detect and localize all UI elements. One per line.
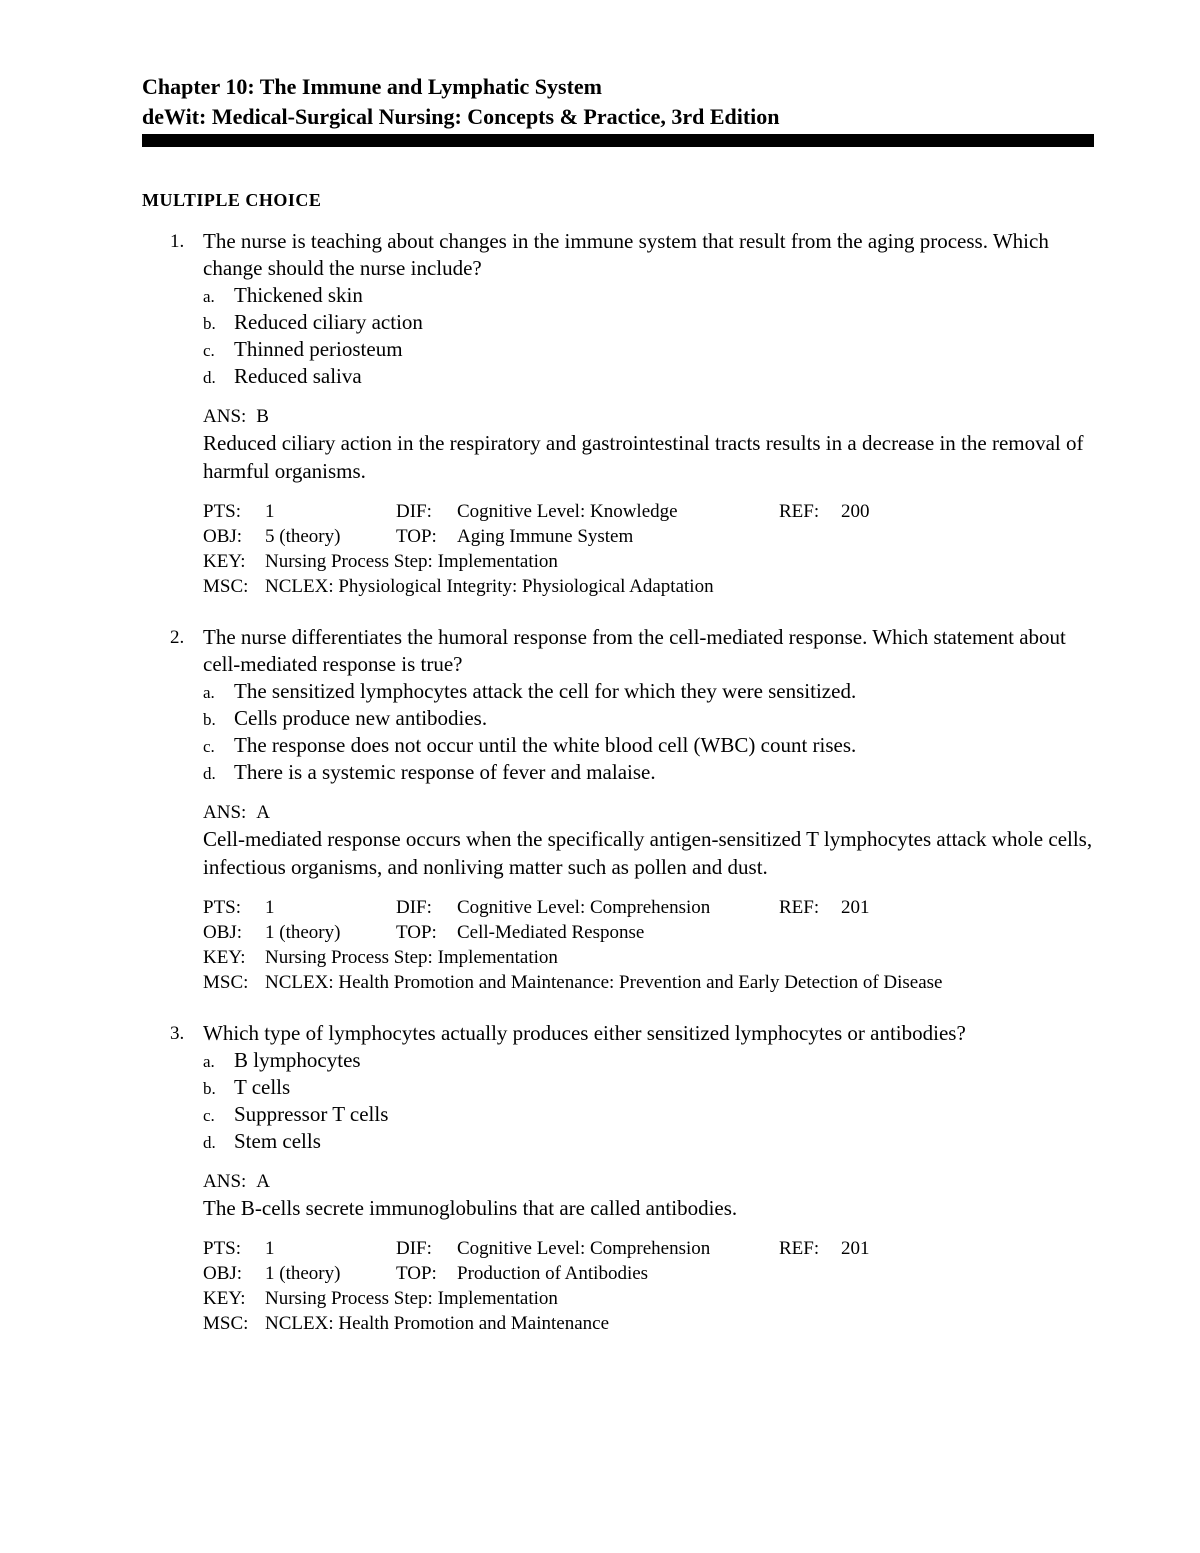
question-2 xyxy=(142,624,1094,995)
question-metadata xyxy=(203,499,1094,599)
answer-value: B xyxy=(256,406,269,427)
answer-line xyxy=(203,405,1094,429)
answer-line xyxy=(203,1170,1094,1194)
option-c xyxy=(203,732,1094,759)
ref-value: 201 xyxy=(841,1238,870,1259)
pts-label: PTS: xyxy=(203,1238,242,1259)
rationale: Cell-mediated response occurs when the specifically antigen-sensitized T lymphocytes attack whole cells, infectious organisms, and nonliving matter such as pollen and dust. xyxy=(203,827,1093,879)
option-text: Reduced ciliary action xyxy=(234,310,423,334)
key-label: KEY: xyxy=(203,1288,246,1309)
meta-row-key xyxy=(203,945,1094,970)
rationale: Reduced ciliary action in the respiratory and gastrointestinal tracts results in a decrease in the removal of harmful organisms. xyxy=(203,431,1084,483)
dif-label: DIF: xyxy=(396,1238,432,1259)
key-label: KEY: xyxy=(203,551,246,572)
pts-label: PTS: xyxy=(203,897,242,918)
dif-value: Cognitive Level: Comprehension xyxy=(457,1238,711,1259)
dif-label: DIF: xyxy=(396,897,432,918)
option-text: Stem cells xyxy=(234,1129,321,1153)
meta-row-pts xyxy=(203,895,1094,920)
answer-line xyxy=(203,801,1094,825)
obj-value: 1 (theory) xyxy=(265,922,341,943)
option-b xyxy=(203,705,1094,732)
option-text: Cells produce new antibodies. xyxy=(234,706,488,730)
option-letter: b. xyxy=(203,710,216,729)
option-letter: c. xyxy=(203,341,215,360)
ref-label: REF: xyxy=(779,501,820,522)
meta-row-pts xyxy=(203,499,1094,524)
key-value: Nursing Process Step: Implementation xyxy=(265,947,558,968)
option-letter: d. xyxy=(203,764,216,783)
option-text: T cells xyxy=(234,1075,291,1099)
key-value: Nursing Process Step: Implementation xyxy=(265,1288,558,1309)
top-label: TOP: xyxy=(396,922,437,943)
question-metadata xyxy=(203,1236,1094,1336)
question-number: 3. xyxy=(170,1023,185,1044)
msc-label: MSC: xyxy=(203,1313,249,1334)
key-label: KEY: xyxy=(203,947,246,968)
option-letter: c. xyxy=(203,737,215,756)
header-rule xyxy=(142,134,1094,147)
option-letter: a. xyxy=(203,287,215,306)
key-value: Nursing Process Step: Implementation xyxy=(265,551,558,572)
question-number: 1. xyxy=(170,231,185,252)
meta-row-obj xyxy=(203,524,1094,549)
option-text: Reduced saliva xyxy=(234,364,362,388)
option-a xyxy=(203,1047,1094,1074)
answer-value: A xyxy=(256,802,271,823)
option-letter: b. xyxy=(203,1079,216,1098)
dif-value: Cognitive Level: Comprehension xyxy=(457,897,711,918)
top-label: TOP: xyxy=(396,526,437,547)
top-value: Aging Immune System xyxy=(457,526,634,547)
answer-label: ANS: xyxy=(203,1171,247,1192)
option-letter: a. xyxy=(203,1052,215,1071)
msc-label: MSC: xyxy=(203,576,249,597)
meta-row-key xyxy=(203,549,1094,574)
msc-value: NCLEX: Physiological Integrity: Physiological Adaptation xyxy=(265,576,714,597)
obj-label: OBJ: xyxy=(203,1263,243,1284)
rationale: The B-cells secrete immunoglobulins that are called antibodies. xyxy=(203,1196,738,1220)
meta-row-msc xyxy=(203,970,1094,995)
ref-value: 200 xyxy=(841,501,870,522)
option-text: B lymphocytes xyxy=(234,1048,361,1072)
pts-value: 1 xyxy=(265,1238,275,1259)
document-page xyxy=(142,72,1094,1336)
dif-label: DIF: xyxy=(396,501,432,522)
msc-value: NCLEX: Health Promotion and Maintenance: Prevention and Early Detection of Disease xyxy=(265,972,943,993)
option-letter: a. xyxy=(203,683,215,702)
meta-row-pts xyxy=(203,1236,1094,1261)
answer-value: A xyxy=(256,1171,271,1192)
option-text: Thinned periosteum xyxy=(234,337,403,361)
pts-label: PTS: xyxy=(203,501,242,522)
option-d xyxy=(203,1128,1094,1155)
msc-label: MSC: xyxy=(203,972,249,993)
question-metadata xyxy=(203,895,1094,995)
meta-row-obj xyxy=(203,1261,1094,1286)
meta-row-key xyxy=(203,1286,1094,1311)
option-letter: d. xyxy=(203,368,216,387)
dif-value: Cognitive Level: Knowledge xyxy=(457,501,678,522)
meta-row-obj xyxy=(203,920,1094,945)
answer-options xyxy=(203,1047,1094,1155)
option-d xyxy=(203,363,1094,390)
question-3 xyxy=(142,1020,1094,1336)
ref-label: REF: xyxy=(779,1238,820,1259)
answer-options xyxy=(203,282,1094,390)
option-b xyxy=(203,309,1094,336)
chapter-title: Chapter 10: The Immune and Lymphatic System xyxy=(142,74,603,99)
option-text: There is a systemic response of fever and malaise. xyxy=(234,760,656,784)
option-c xyxy=(203,336,1094,363)
answer-options xyxy=(203,678,1094,786)
answer-label: ANS: xyxy=(203,802,247,823)
ref-value: 201 xyxy=(841,897,870,918)
section-heading: MULTIPLE CHOICE xyxy=(142,190,322,210)
option-b xyxy=(203,1074,1094,1101)
pts-value: 1 xyxy=(265,897,275,918)
option-text: Thickened skin xyxy=(234,283,363,307)
option-c xyxy=(203,1101,1094,1128)
option-text: Suppressor T cells xyxy=(234,1102,389,1126)
option-letter: c. xyxy=(203,1106,215,1125)
book-title: deWit: Medical-Surgical Nursing: Concepts & Practice, 3rd Edition xyxy=(142,104,780,129)
top-value: Cell-Mediated Response xyxy=(457,922,645,943)
question-stem: The nurse is teaching about changes in the immune system that result from the aging process. Which change should the nurse include? xyxy=(203,229,1049,280)
obj-label: OBJ: xyxy=(203,526,243,547)
question-stem: Which type of lymphocytes actually produces either sensitized lymphocytes or antibodies? xyxy=(203,1021,966,1045)
ref-label: REF: xyxy=(779,897,820,918)
question-stem: The nurse differentiates the humoral response from the cell-mediated response. Which statement about cell-mediated response is true? xyxy=(203,625,1066,676)
question-number: 2. xyxy=(170,627,185,648)
question-1 xyxy=(142,228,1094,599)
option-a xyxy=(203,678,1094,705)
meta-row-msc xyxy=(203,1311,1094,1336)
msc-value: NCLEX: Health Promotion and Maintenance xyxy=(265,1313,610,1334)
option-letter: d. xyxy=(203,1133,216,1152)
option-letter: b. xyxy=(203,314,216,333)
top-label: TOP: xyxy=(396,1263,437,1284)
obj-value: 1 (theory) xyxy=(265,1263,341,1284)
option-d xyxy=(203,759,1094,786)
option-text: The response does not occur until the white blood cell (WBC) count rises. xyxy=(234,733,857,757)
option-text: The sensitized lymphocytes attack the cell for which they were sensitized. xyxy=(234,679,857,703)
obj-value: 5 (theory) xyxy=(265,526,341,547)
pts-value: 1 xyxy=(265,501,275,522)
obj-label: OBJ: xyxy=(203,922,243,943)
top-value: Production of Antibodies xyxy=(457,1263,649,1284)
option-a xyxy=(203,282,1094,309)
answer-label: ANS: xyxy=(203,406,247,427)
meta-row-msc xyxy=(203,574,1094,599)
